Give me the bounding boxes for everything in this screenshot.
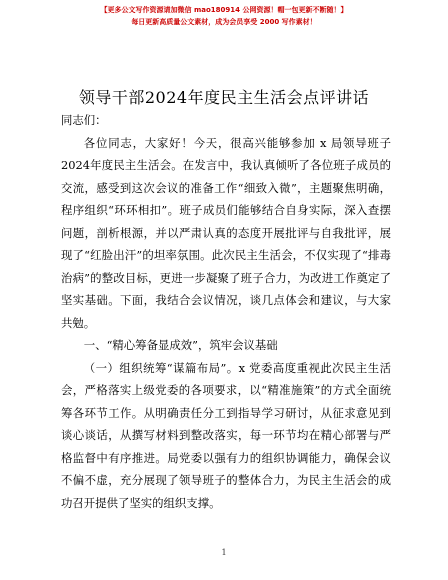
opening-paragraph: 各位同志，大家好！今天，很高兴能够参加 x 局领导班子2024年度民主生活会。在发言中，我认真倾听了各位班子成员的交流，感受到这次会议的准备工作“细致入微”，主题聚焦明确，程序组织“环环相扣”。班子成员们能够结合自身实际，深入查摆问题，剖析根源，并以严肃认真的态度开展批评与自我批评，展现了“红脸出汗”的坦率氛围。此次民主生活会，不仅实现了“排毒治病”的整改目标，更进一步凝聚了班子合力，为改进工作奠定了坚实基础。下面，我结合会议情况，谈几点体会和建议，与大家共勉。 [61, 135, 391, 330]
promo-banner-line-2: 每日更新高质量公文素材，成为会员享受 2000 写作素材！ [131, 18, 317, 26]
subsection-paragraph-1: （一）组织统筹“谋篇布局”。x 党委高度重视此次民主生活会，严格落实上级党委的各项要求，以“精准施策”的方式全面统筹各环节工作。从明确责任分工到指导学习研讨，从征求意见到谈心谈话，从撰写材料到整改落实，每一环节均在精心部署与严格监督中有序推进。局党委以强有力的组织协调能力，确保会议不偏不虚，充分展现了领导班子的整体合力，为民主生活会的成功召开提供了坚实的组织支撑。 [61, 360, 391, 510]
promo-banner-line-1: 【更多公文写作资源请加微信 mao180914 公网资源！帽一包更新不断随！】 [100, 6, 348, 14]
salutation: 同志们： [61, 113, 107, 127]
page-number: 1 [221, 548, 227, 557]
promo-banner [0, 4, 448, 28]
section-heading-1: 一、“精心筹备显成效”，筑牢会议基础 [83, 338, 278, 352]
document-body [61, 109, 391, 514]
document-title: 领导干部2024年度民主生活会点评讲话 [78, 88, 370, 107]
